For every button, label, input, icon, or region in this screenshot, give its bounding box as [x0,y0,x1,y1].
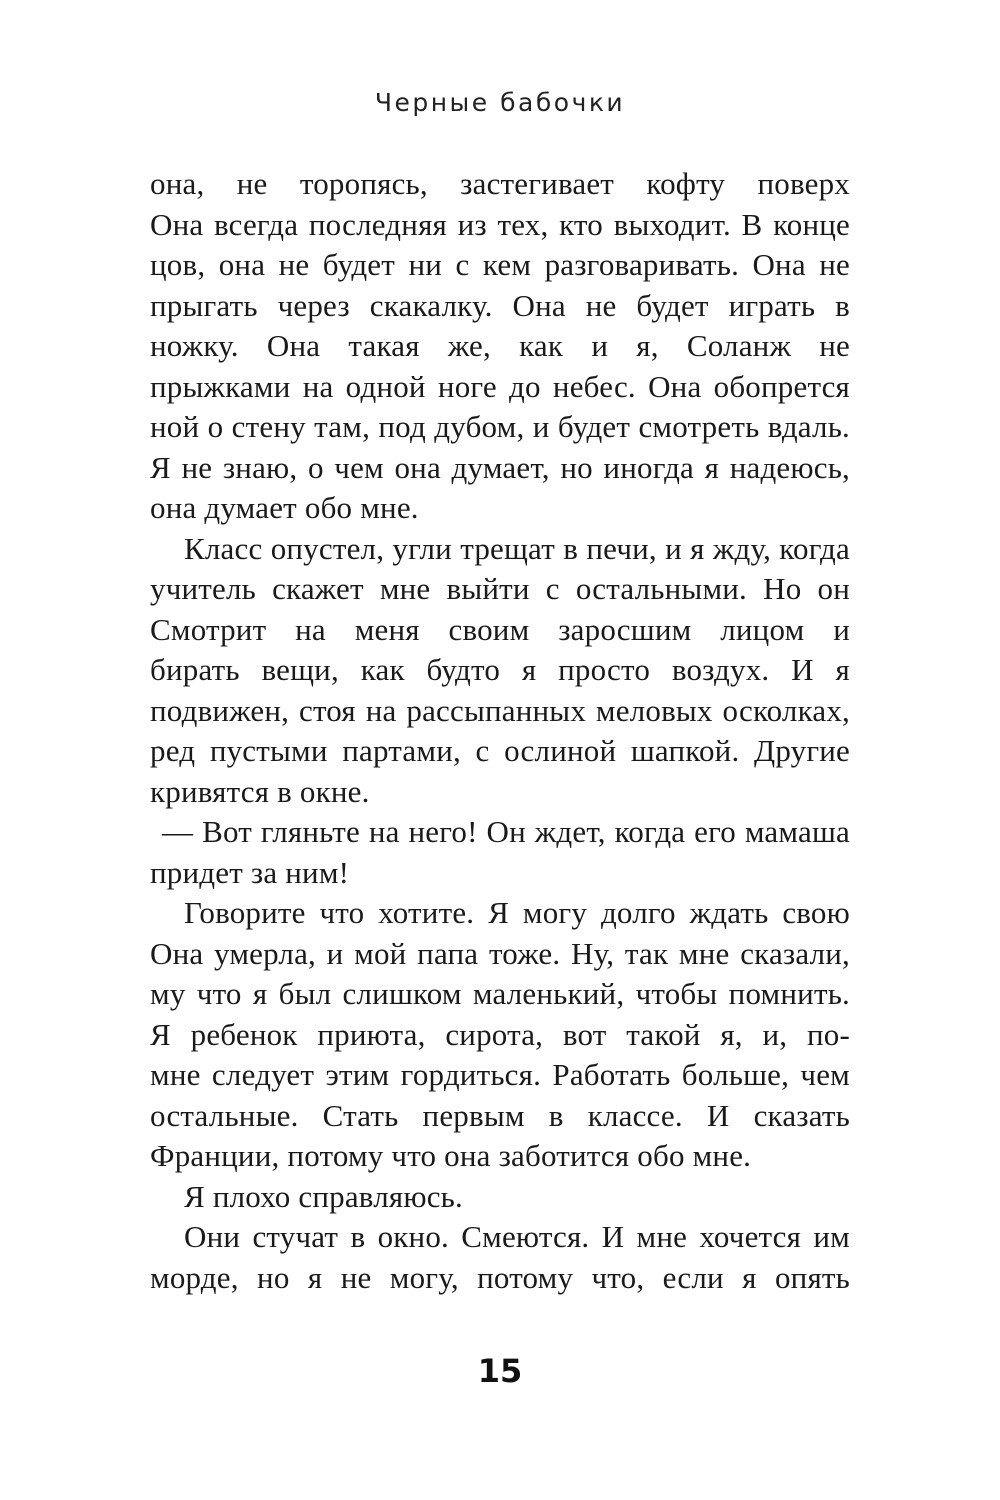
text-line: учитель скажет мне выйти с остальными. Но он [150,571,850,606]
text-line: Я не знаю, о чем она думает, но иногда я надеюсь, [150,449,850,485]
text-line: му что я был слишком маленький, чтобы помнить. [150,976,850,1011]
running-title: Черные бабочки [374,88,626,117]
text-line: Она всегда последняя из тех, кто выходит. В конце [150,206,850,242]
body-text [150,164,850,1298]
page-number: 15 [477,1352,523,1390]
text-line: Я плохо справляюсь. [184,1178,463,1214]
text-line: бирать вещи, как будто я просто воздух. И я [150,652,850,687]
text-line: Они стучат в окно. Смеются. И мне хочется им [184,1219,850,1254]
text-line: ной о стену там, под дубом, и будет смотреть вдаль. [150,409,850,444]
text-line: придет за ним! [150,854,350,890]
text-line: цов, она не будет ни с кем разговаривать. Она не [150,247,850,282]
text-line: морде, но я не могу, потому что, если я опять [150,1259,850,1295]
text-line: Говорите что хотите. Я могу долго ждать свою [184,895,850,930]
text-line: прыгать через скакалку. Она не будет играть в [150,287,850,323]
text-line: ред пустыми партами, с ослиной шапкой. Другие [150,733,850,768]
text-line: Франции, потому что она заботится обо мне. [150,1138,752,1173]
text-line: прыжками на одной ноге до небес. Она обопрется [150,368,850,404]
text-line: кривятся в окне. [150,773,370,809]
text-line: Она умерла, и мой папа тоже. Ну, так мне сказали, [150,935,850,971]
text-line: она, не торопясь, застегивает кофту поверх [150,166,850,201]
text-line: мне следует этим гордиться. Работать больше, чем [150,1057,850,1092]
text-line: она думает обо мне. [150,490,419,525]
text-line: остальные. Стать первым в классе. И сказать [150,1097,850,1133]
text-line: — Вот гляньте на него! Он ждет, когда его мамаша [162,814,850,849]
text-line: подвижен, стоя на рассыпанных меловых осколках, [150,692,850,728]
text-line: Смотрит на меня своим заросшим лицом и [150,611,850,647]
text-line: Класс опустел, угли трещат в печи, и я жду, когда [184,530,850,566]
text-line: Я ребенок приюта, сирота, вот такой я, и, по- [150,1016,850,1052]
text-line: ножку. Она такая же, как и я, Соланж не [150,328,850,363]
